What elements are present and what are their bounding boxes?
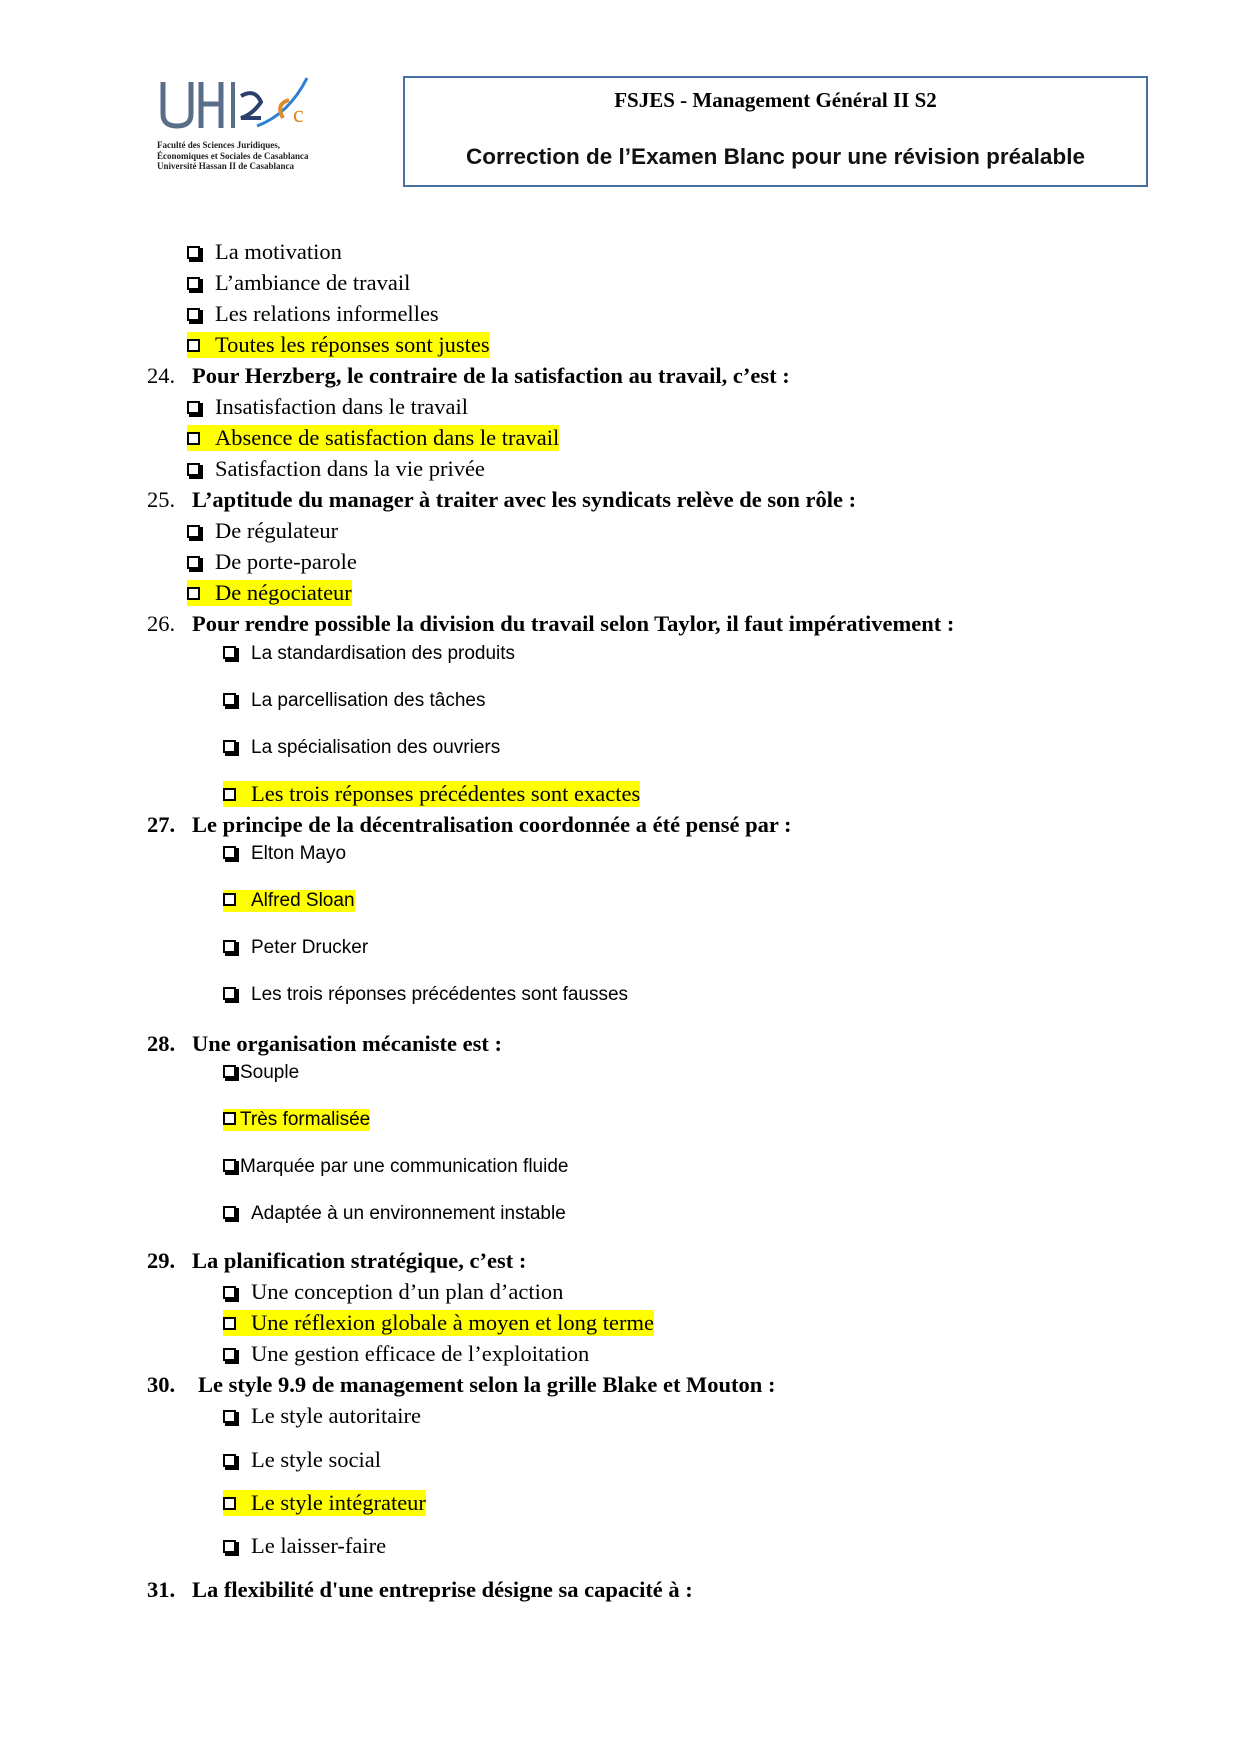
option-item-correct [223, 1310, 654, 1336]
option-label: Le style autoritaire [251, 1403, 421, 1428]
option-label: De négociateur [215, 580, 352, 605]
checkbox-icon[interactable] [223, 1065, 236, 1078]
option-label: L’ambiance de travail [215, 270, 411, 295]
option-label: La motivation [215, 239, 342, 264]
option-label: Une gestion efficace de l’exploitation [251, 1341, 590, 1366]
checkbox-icon[interactable] [187, 432, 200, 445]
option-item-correct [187, 425, 559, 451]
checkbox-icon[interactable] [223, 693, 236, 706]
checkbox-icon[interactable] [187, 556, 200, 569]
option-label: Le laisser-faire [251, 1533, 387, 1558]
question-26 [147, 611, 954, 637]
question-number: 27. [147, 812, 176, 837]
question-text: Le principe de la décentralisation coordonnée a été pensé par : [192, 812, 792, 837]
question-text: L’aptitude du manager à traiter avec les syndicats relève de son rôle : [192, 487, 857, 512]
document-title: FSJES - Management Général II S2 [614, 88, 937, 112]
question-31 [147, 1577, 693, 1603]
checkbox-icon[interactable] [223, 1317, 236, 1330]
question-text: Pour Herzberg, le contraire de la satisfaction au travail, c’est : [192, 363, 790, 388]
question-24 [147, 363, 790, 389]
checkbox-icon[interactable] [187, 277, 200, 290]
checkbox-icon[interactable] [223, 646, 236, 659]
option-item-correct [223, 1490, 426, 1516]
question-number: 25. [147, 487, 176, 512]
option-label: Les trois réponses précédentes sont fausses [251, 984, 629, 1005]
logo-caption-line: Université Hassan II de Casablanca [157, 161, 295, 171]
option-item [223, 1279, 563, 1305]
question-29 [147, 1248, 526, 1274]
option-item [223, 1203, 566, 1225]
option-item [223, 1156, 568, 1178]
header-box [403, 76, 1148, 187]
option-item [223, 1447, 381, 1473]
option-label: Peter Drucker [251, 937, 369, 958]
checkbox-icon[interactable] [223, 987, 236, 1000]
question-text: La planification stratégique, c’est : [192, 1248, 527, 1273]
question-number: 24. [147, 363, 176, 388]
option-label: Le style social [251, 1447, 381, 1472]
question-number: 31. [147, 1577, 176, 1602]
option-item-correct [223, 890, 355, 912]
option-label: La spécialisation des ouvriers [251, 737, 501, 758]
checkbox-icon[interactable] [223, 740, 236, 753]
checkbox-icon[interactable] [223, 1540, 236, 1553]
svg-text:c: c [293, 102, 304, 128]
question-30 [147, 1372, 775, 1398]
option-label: Elton Mayo [251, 843, 347, 864]
option-item-correct [223, 781, 640, 807]
option-item [223, 937, 368, 959]
option-label: Les relations informelles [215, 301, 439, 326]
question-27 [147, 812, 792, 838]
question-text: La flexibilité d'une entreprise désigne sa capacité à : [192, 1577, 693, 1602]
option-item [187, 394, 468, 420]
checkbox-icon[interactable] [223, 1159, 236, 1172]
option-label: La standardisation des produits [251, 643, 516, 664]
checkbox-icon[interactable] [223, 846, 236, 859]
option-item [187, 239, 342, 265]
option-label: Très formalisée [240, 1109, 371, 1130]
option-label: Souple [240, 1062, 300, 1083]
logo-caption [157, 140, 332, 172]
option-label: De porte-parole [215, 549, 357, 574]
option-item [187, 301, 439, 327]
option-item [223, 643, 515, 665]
option-item [223, 843, 346, 865]
checkbox-icon[interactable] [223, 788, 236, 801]
question-25 [147, 487, 856, 513]
checkbox-icon[interactable] [223, 1497, 236, 1510]
logo-caption-line: Faculté des Sciences Juridiques, [157, 140, 280, 150]
checkbox-icon[interactable] [187, 339, 200, 352]
checkbox-icon[interactable] [223, 1206, 236, 1219]
checkbox-icon[interactable] [223, 940, 236, 953]
option-item [223, 1533, 386, 1559]
option-item-correct [187, 332, 490, 358]
checkbox-icon[interactable] [187, 246, 200, 259]
question-text: Une organisation mécaniste est : [192, 1031, 502, 1056]
question-number: 30. [147, 1372, 176, 1397]
option-item [223, 1341, 589, 1367]
logo-caption-line: Économiques et Sociales de Casablanca [157, 150, 309, 161]
option-label: De régulateur [215, 518, 339, 543]
checkbox-icon[interactable] [187, 525, 200, 538]
uh2c-logo-icon [157, 74, 327, 140]
question-number: 26. [147, 611, 176, 636]
checkbox-icon[interactable] [223, 1454, 236, 1467]
option-label: La parcellisation des tâches [251, 690, 486, 711]
option-item [187, 518, 338, 544]
checkbox-icon[interactable] [187, 463, 200, 476]
option-item-correct [187, 580, 352, 606]
question-number: 28. [147, 1031, 176, 1056]
option-item [187, 549, 357, 575]
checkbox-icon[interactable] [223, 1112, 236, 1125]
option-label: Le style intégrateur [251, 1490, 426, 1515]
document-subtitle: Correction de l’Examen Blanc pour une révision préalable [466, 144, 1085, 169]
question-number: 29. [147, 1248, 176, 1273]
option-item [223, 737, 500, 759]
option-item [223, 1062, 299, 1084]
checkbox-icon[interactable] [187, 308, 200, 321]
checkbox-icon[interactable] [223, 1286, 236, 1299]
option-label: Toutes les réponses sont justes [215, 332, 490, 357]
option-item [223, 1403, 421, 1429]
option-item-correct [223, 1109, 370, 1131]
option-label: Adaptée à un environnement instable [251, 1203, 566, 1224]
checkbox-icon[interactable] [223, 1348, 236, 1361]
checkbox-icon[interactable] [223, 893, 236, 906]
option-label: Les trois réponses précédentes sont exactes [251, 781, 641, 806]
checkbox-icon[interactable] [187, 401, 200, 414]
option-item [223, 690, 485, 712]
question-text: Le style 9.9 de management selon la grille Blake et Mouton : [198, 1372, 776, 1397]
option-label: Une conception d’un plan d’action [251, 1279, 564, 1304]
option-label: Satisfaction dans la vie privée [215, 456, 485, 481]
option-item [223, 984, 628, 1006]
option-item [187, 456, 485, 482]
checkbox-icon[interactable] [223, 1410, 236, 1423]
option-label: Insatisfaction dans le travail [215, 394, 469, 419]
option-label: Marquée par une communication fluide [240, 1156, 569, 1177]
checkbox-icon[interactable] [187, 587, 200, 600]
option-label: Alfred Sloan [251, 890, 355, 911]
option-label: Une réflexion globale à moyen et long terme [251, 1310, 654, 1335]
question-28 [147, 1031, 502, 1057]
question-text: Pour rendre possible la division du travail selon Taylor, il faut impérativement : [192, 611, 955, 636]
option-label: Absence de satisfaction dans le travail [215, 425, 560, 450]
option-item [187, 270, 410, 296]
